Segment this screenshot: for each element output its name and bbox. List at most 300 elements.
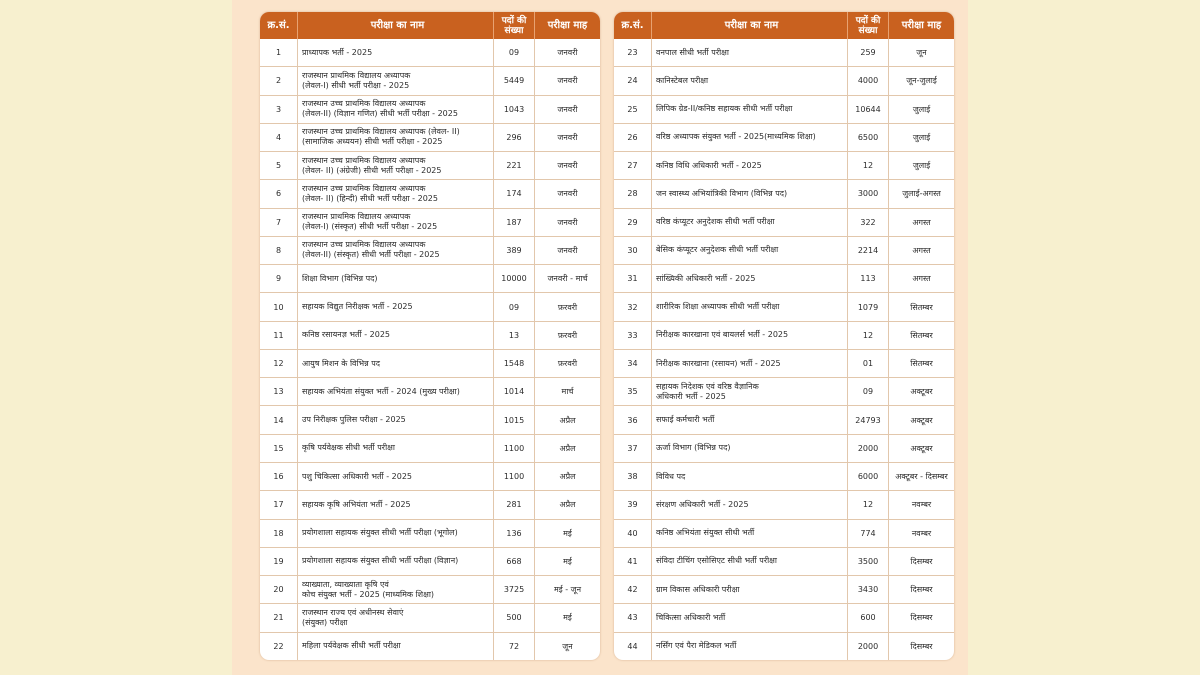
cell-posts-text: 2214 xyxy=(857,245,879,255)
table-row xyxy=(614,548,954,576)
cell-month xyxy=(889,124,954,151)
cell-serial xyxy=(614,378,652,405)
cell-serial xyxy=(614,435,652,462)
cell-serial xyxy=(260,435,298,462)
cell-month xyxy=(889,633,954,660)
cell-month-text: मई xyxy=(563,528,572,538)
table-row xyxy=(614,237,954,265)
table-row xyxy=(260,265,600,293)
header-serial: क्र.सं. xyxy=(260,12,298,39)
cell-posts xyxy=(494,378,535,405)
cell-month xyxy=(535,67,600,94)
cell-exam-name xyxy=(652,406,848,433)
cell-month xyxy=(889,180,954,207)
table-row xyxy=(614,152,954,180)
cell-exam-name-text: राजस्थान प्राथमिक विद्यालय अध्यापक (लेवल-I) सीधी भर्ती परीक्षा - 2025 xyxy=(302,70,411,90)
cell-serial xyxy=(260,548,298,575)
cell-serial-text: 41 xyxy=(627,556,638,566)
cell-exam-name xyxy=(652,96,848,123)
cell-exam-name xyxy=(652,463,848,490)
cell-month-text: फ़रवरी xyxy=(557,359,578,369)
cell-serial-text: 14 xyxy=(273,415,284,425)
cell-posts xyxy=(494,406,535,433)
table-row xyxy=(614,209,954,237)
cell-serial-text: 11 xyxy=(273,330,284,340)
table-row xyxy=(260,96,600,124)
cell-month xyxy=(535,491,600,518)
cell-serial xyxy=(260,378,298,405)
cell-month xyxy=(889,548,954,575)
table-row xyxy=(260,435,600,463)
cell-exam-name xyxy=(652,633,848,660)
cell-posts-text: 01 xyxy=(862,359,874,369)
cell-posts-text: 1014 xyxy=(503,387,525,397)
cell-posts-text: 12 xyxy=(862,330,874,340)
cell-month-text: दिसम्बर xyxy=(910,556,933,566)
cell-exam-name xyxy=(298,378,494,405)
cell-serial xyxy=(260,265,298,292)
cell-posts-text: 3000 xyxy=(857,189,879,199)
table-row xyxy=(260,378,600,406)
cell-serial-text: 6 xyxy=(275,189,282,199)
cell-posts xyxy=(848,265,889,292)
table-row xyxy=(614,293,954,321)
cell-exam-name xyxy=(652,209,848,236)
cell-serial-text: 26 xyxy=(627,132,638,142)
cell-exam-name-text: नर्सिंग एवं पैरा मेडिकल भर्ती xyxy=(656,641,737,651)
cell-serial xyxy=(260,152,298,179)
cell-serial-text: 12 xyxy=(273,359,284,369)
cell-month-text: जून-जुलाई xyxy=(906,76,937,86)
cell-exam-name xyxy=(298,152,494,179)
table-row xyxy=(614,265,954,293)
cell-month-text: नवम्बर xyxy=(911,500,932,510)
cell-posts-text: 259 xyxy=(860,48,876,58)
cell-posts xyxy=(848,96,889,123)
table-body xyxy=(614,39,954,660)
header-exam-name: परीक्षा का नाम xyxy=(298,12,494,39)
cell-serial xyxy=(260,180,298,207)
cell-exam-name xyxy=(298,604,494,631)
cell-month xyxy=(889,604,954,631)
cell-month xyxy=(535,378,600,405)
exam-table-left xyxy=(260,12,600,660)
cell-month xyxy=(889,237,954,264)
cell-month-text: मार्च xyxy=(561,387,574,397)
cell-posts xyxy=(848,67,889,94)
cell-month-text: जुलाई xyxy=(912,104,931,114)
cell-serial xyxy=(260,463,298,490)
cell-posts-text: 13 xyxy=(508,330,520,340)
cell-posts-text: 12 xyxy=(862,161,874,171)
cell-month xyxy=(535,265,600,292)
cell-posts xyxy=(494,96,535,123)
cell-exam-name xyxy=(298,237,494,264)
cell-exam-name xyxy=(298,463,494,490)
cell-month-text: जनवरी xyxy=(557,132,578,142)
cell-serial xyxy=(614,293,652,320)
cell-serial xyxy=(614,124,652,151)
cell-serial xyxy=(614,237,652,264)
cell-exam-name xyxy=(652,124,848,151)
cell-exam-name-text: संविदा टीचिंग एसोसिएट सीधी भर्ती परीक्षा xyxy=(656,556,777,566)
cell-serial-text: 13 xyxy=(273,387,284,397)
cell-exam-name-text: उप निरीक्षक पुलिस परीक्षा - 2025 xyxy=(302,415,406,425)
cell-month xyxy=(535,350,600,377)
cell-exam-name xyxy=(652,237,848,264)
cell-exam-name xyxy=(652,265,848,292)
table-row xyxy=(614,350,954,378)
cell-posts xyxy=(494,39,535,66)
cell-exam-name xyxy=(652,350,848,377)
cell-posts xyxy=(494,604,535,631)
exam-table-right xyxy=(614,12,954,660)
table-row xyxy=(260,67,600,95)
cell-serial-text: 31 xyxy=(627,274,638,284)
cell-serial xyxy=(614,322,652,349)
cell-serial-text: 44 xyxy=(627,641,638,651)
cell-month-text: मई xyxy=(563,613,572,623)
cell-serial xyxy=(260,237,298,264)
cell-exam-name-text: ऊर्जा विभाग (विभिन्न पद) xyxy=(656,443,731,453)
cell-exam-name xyxy=(298,265,494,292)
cell-month-text: जुलाई xyxy=(912,161,931,171)
cell-exam-name xyxy=(652,604,848,631)
cell-month xyxy=(535,435,600,462)
cell-month-text: अक्टूबर xyxy=(910,387,933,397)
cell-serial xyxy=(614,209,652,236)
table-row xyxy=(614,463,954,491)
cell-exam-name xyxy=(298,67,494,94)
cell-posts xyxy=(848,378,889,405)
table-row xyxy=(614,124,954,152)
cell-month xyxy=(535,604,600,631)
cell-posts xyxy=(848,520,889,547)
cell-exam-name-text: कनिष्ठ रसायनज्ञ भर्ती - 2025 xyxy=(302,330,391,340)
cell-month-text: सितम्बर xyxy=(910,302,933,312)
cell-serial xyxy=(614,39,652,66)
cell-exam-name-text: कनिष्ठ अभियंता संयुक्त सीधी भर्ती xyxy=(656,528,755,538)
table-row xyxy=(260,209,600,237)
cell-exam-name-text: राजस्थान उच्च प्राथमिक विद्यालय अध्यापक (लेवल-II) (विज्ञान गणित) सीधी भर्ती परीक्षा - 2025 xyxy=(302,99,458,119)
cell-exam-name xyxy=(652,520,848,547)
cell-month-text: दिसम्बर xyxy=(910,613,933,623)
cell-serial-text: 7 xyxy=(275,217,282,227)
table-row xyxy=(260,491,600,519)
cell-exam-name-text: वनपाल सीधी भर्ती परीक्षा xyxy=(656,47,729,57)
cell-serial xyxy=(614,576,652,603)
cell-exam-name-text: वरिष्ठ कंप्यूटर अनुदेशक सीधी भर्ती परीक्षा xyxy=(656,217,775,227)
cell-serial xyxy=(260,124,298,151)
cell-exam-name xyxy=(652,67,848,94)
cell-posts-text: 4000 xyxy=(857,76,879,86)
cell-month-text: अप्रैल xyxy=(559,415,576,425)
cell-posts-text: 09 xyxy=(862,387,874,397)
cell-exam-name xyxy=(298,633,494,660)
cell-serial-text: 2 xyxy=(275,76,282,86)
cell-exam-name-text: निरीक्षक कारखाना एवं बायलर्स भर्ती - 2025 xyxy=(656,330,789,340)
cell-month-text: दिसम्बर xyxy=(910,641,933,651)
cell-exam-name-text: आयुष मिशन के विभिन्न पद xyxy=(302,358,381,368)
cell-exam-name-text: निरीक्षक कारखाना (रसायन) भर्ती - 2025 xyxy=(656,358,781,368)
cell-exam-name-text: प्रयोगशाला सहायक संयुक्त सीधी भर्ती परीक्षा (भूगोल) xyxy=(302,528,458,538)
cell-month xyxy=(889,520,954,547)
cell-serial-text: 28 xyxy=(627,189,638,199)
cell-posts-text: 187 xyxy=(506,217,522,227)
cell-posts-text: 136 xyxy=(506,528,522,538)
table-row xyxy=(614,39,954,67)
cell-serial xyxy=(614,180,652,207)
table-row xyxy=(260,576,600,604)
cell-posts-text: 10644 xyxy=(855,104,881,114)
cell-posts xyxy=(848,209,889,236)
cell-exam-name xyxy=(298,180,494,207)
cell-serial xyxy=(614,520,652,547)
cell-posts xyxy=(848,152,889,179)
cell-posts xyxy=(848,435,889,462)
cell-exam-name-text: प्राध्यापक भर्ती - 2025 xyxy=(302,47,373,57)
cell-serial-text: 33 xyxy=(627,330,638,340)
cell-exam-name-text: शिक्षा विभाग (विभिन्न पद) xyxy=(302,273,378,283)
cell-serial-text: 20 xyxy=(273,585,284,595)
cell-exam-name xyxy=(652,548,848,575)
cell-posts xyxy=(494,633,535,660)
cell-month xyxy=(889,463,954,490)
cell-exam-name-text: वरिष्ठ अध्यापक संयुक्त भर्ती - 2025(माध्यमिक शिक्षा) xyxy=(656,132,816,142)
cell-posts-text: 6000 xyxy=(857,472,879,482)
cell-serial xyxy=(614,96,652,123)
cell-serial-text: 10 xyxy=(273,302,284,312)
cell-posts-text: 12 xyxy=(862,500,874,510)
cell-month-text: जनवरी xyxy=(557,161,578,171)
cell-posts xyxy=(494,152,535,179)
cell-posts xyxy=(848,633,889,660)
cell-posts-text: 113 xyxy=(860,274,876,284)
cell-exam-name-text: विविध पद xyxy=(656,471,686,481)
cell-month-text: सितम्बर xyxy=(910,359,933,369)
cell-exam-name xyxy=(652,491,848,518)
cell-exam-name-text: सहायक अभियंता संयुक्त भर्ती - 2024 (मुख्य परीक्षा) xyxy=(302,386,460,396)
table-row xyxy=(260,293,600,321)
cell-exam-name-text: सफाई कर्मचारी भर्ती xyxy=(656,415,715,425)
cell-serial xyxy=(614,265,652,292)
cell-exam-name xyxy=(652,293,848,320)
cell-posts-text: 322 xyxy=(860,217,876,227)
cell-posts-text: 2000 xyxy=(857,641,879,651)
cell-posts xyxy=(494,548,535,575)
table-row xyxy=(614,96,954,124)
cell-exam-name-text: बेसिक कंप्यूटर अनुदेशक सीधी भर्ती परीक्षा xyxy=(656,245,779,255)
cell-serial-text: 19 xyxy=(273,556,284,566)
cell-exam-name xyxy=(298,576,494,603)
table-row xyxy=(260,39,600,67)
cell-month xyxy=(889,435,954,462)
cell-posts-text: 6500 xyxy=(857,132,879,142)
cell-exam-name-text: सांख्यिकी अधिकारी भर्ती - 2025 xyxy=(656,273,756,283)
cell-exam-name-text: राजस्थान उच्च प्राथमिक विद्यालय अध्यापक (लेवल- II) (हिन्दी) सीधी भर्ती परीक्षा - 2025 xyxy=(302,183,438,203)
cell-serial-text: 30 xyxy=(627,245,638,255)
cell-serial xyxy=(260,520,298,547)
cell-serial-text: 39 xyxy=(627,500,638,510)
table-header xyxy=(260,12,600,39)
cell-month-text: जून xyxy=(916,48,927,58)
cell-exam-name xyxy=(298,293,494,320)
cell-posts-text: 774 xyxy=(860,528,876,538)
cell-serial-text: 29 xyxy=(627,217,638,227)
cell-month xyxy=(535,322,600,349)
cell-exam-name-text: राजस्थान उच्च प्राथमिक विद्यालय अध्यापक (लेवल-II) (संस्कृत) सीधी भर्ती परीक्षा - 2025 xyxy=(302,240,440,260)
cell-serial xyxy=(260,293,298,320)
cell-month xyxy=(535,96,600,123)
cell-month-text: अगस्त xyxy=(912,245,931,255)
cell-posts xyxy=(494,350,535,377)
table-row xyxy=(260,350,600,378)
cell-exam-name xyxy=(298,209,494,236)
table-row xyxy=(614,322,954,350)
cell-month xyxy=(535,39,600,66)
cell-serial xyxy=(260,67,298,94)
table-row xyxy=(614,67,954,95)
cell-exam-name xyxy=(298,322,494,349)
cell-serial-text: 35 xyxy=(627,387,638,397)
cell-serial-text: 37 xyxy=(627,443,638,453)
cell-exam-name xyxy=(298,124,494,151)
cell-month-text: जनवरी xyxy=(557,76,578,86)
cell-posts xyxy=(494,435,535,462)
cell-serial-text: 3 xyxy=(275,104,282,114)
header-month: परीक्षा माह xyxy=(547,19,588,31)
cell-posts-text: 5449 xyxy=(503,76,525,86)
cell-posts-text: 668 xyxy=(506,556,522,566)
cell-posts xyxy=(848,491,889,518)
cell-serial-text: 32 xyxy=(627,302,638,312)
cell-month xyxy=(535,293,600,320)
cell-month xyxy=(535,520,600,547)
cell-posts xyxy=(848,124,889,151)
cell-serial xyxy=(260,576,298,603)
cell-exam-name xyxy=(298,435,494,462)
cell-posts-text: 500 xyxy=(506,613,522,623)
cell-exam-name-text: राजस्थान उच्च प्राथमिक विद्यालय अध्यापक (लेवल- II) (सामाजिक अध्ययन) सीधी भर्ती परीक्षा - 2025 xyxy=(302,127,460,147)
cell-serial-text: 43 xyxy=(627,613,638,623)
cell-posts xyxy=(494,576,535,603)
cell-exam-name-text: कनिष्ठ विधि अधिकारी भर्ती - 2025 xyxy=(656,160,762,170)
cell-month xyxy=(535,548,600,575)
cell-posts xyxy=(494,265,535,292)
table-row xyxy=(260,322,600,350)
header-month: परीक्षा माह xyxy=(901,19,942,31)
cell-month-text: अक्टूबर - दिसम्बर xyxy=(895,472,948,482)
cell-serial xyxy=(614,67,652,94)
cell-exam-name xyxy=(298,350,494,377)
table-row xyxy=(260,406,600,434)
cell-exam-name xyxy=(298,520,494,547)
cell-posts-text: 3430 xyxy=(857,585,879,595)
cell-posts-text: 600 xyxy=(860,613,876,623)
cell-month-text: अप्रैल xyxy=(559,443,576,453)
cell-exam-name xyxy=(652,39,848,66)
cell-exam-name xyxy=(298,491,494,518)
cell-month xyxy=(889,406,954,433)
cell-posts xyxy=(494,237,535,264)
cell-serial xyxy=(260,350,298,377)
cell-month xyxy=(889,491,954,518)
cell-month-text: नवम्बर xyxy=(911,528,932,538)
cell-posts xyxy=(494,124,535,151)
cell-posts-text: 09 xyxy=(508,48,520,58)
cell-month-text: अप्रैल xyxy=(559,472,576,482)
cell-month xyxy=(889,209,954,236)
cell-posts xyxy=(848,322,889,349)
cell-month-text: अप्रैल xyxy=(559,500,576,510)
cell-month-text: मई - जून xyxy=(553,585,582,595)
cell-serial-text: 22 xyxy=(273,641,284,651)
cell-month xyxy=(889,39,954,66)
cell-month-text: सितम्बर xyxy=(910,330,933,340)
cell-serial-text: 40 xyxy=(627,528,638,538)
cell-posts xyxy=(848,548,889,575)
cell-posts xyxy=(848,406,889,433)
header-posts: पदों की संख्या xyxy=(494,12,535,39)
cell-exam-name-text: प्रयोगशाला सहायक संयुक्त सीधी भर्ती परीक्षा (विज्ञान) xyxy=(302,556,459,566)
table-header xyxy=(614,12,954,39)
cell-month xyxy=(889,67,954,94)
cell-posts xyxy=(848,39,889,66)
cell-posts-text: 3500 xyxy=(857,556,879,566)
table-row xyxy=(260,152,600,180)
cell-serial xyxy=(614,463,652,490)
cell-month xyxy=(535,406,600,433)
cell-serial xyxy=(260,491,298,518)
cell-posts-text: 72 xyxy=(508,641,520,651)
cell-month xyxy=(889,350,954,377)
cell-serial-text: 5 xyxy=(275,161,282,171)
cell-posts-text: 1015 xyxy=(503,415,525,425)
cell-month xyxy=(535,209,600,236)
table-row xyxy=(614,435,954,463)
cell-posts-text: 10000 xyxy=(501,274,527,284)
cell-exam-name-text: संरक्षण अधिकारी भर्ती - 2025 xyxy=(656,499,749,509)
table-row xyxy=(614,520,954,548)
cell-serial-text: 25 xyxy=(627,104,638,114)
table-row xyxy=(614,406,954,434)
cell-exam-name xyxy=(298,406,494,433)
cell-month xyxy=(535,237,600,264)
cell-serial-text: 34 xyxy=(627,359,638,369)
cell-serial-text: 21 xyxy=(273,613,284,623)
cell-month xyxy=(889,576,954,603)
cell-month xyxy=(535,152,600,179)
cell-exam-name-text: सहायक कृषि अभियंता भर्ती - 2025 xyxy=(302,499,411,509)
cell-serial xyxy=(614,350,652,377)
cell-exam-name-text: शारीरिक शिक्षा अध्यापक सीधी भर्ती परीक्षा xyxy=(656,302,780,312)
cell-month xyxy=(889,96,954,123)
cell-posts-text: 1100 xyxy=(503,472,525,482)
cell-posts xyxy=(494,491,535,518)
cell-month-text: फ़रवरी xyxy=(557,302,578,312)
cell-exam-name-text: कानिस्टेबल परीक्षा xyxy=(656,75,709,85)
cell-serial xyxy=(614,633,652,660)
cell-month xyxy=(889,378,954,405)
cell-posts xyxy=(494,520,535,547)
cell-posts xyxy=(494,180,535,207)
cell-exam-name xyxy=(652,576,848,603)
cell-serial xyxy=(614,604,652,631)
cell-posts-text: 281 xyxy=(506,500,522,510)
cell-posts xyxy=(848,350,889,377)
cell-exam-name-text: कृषि पर्यवेक्षक सीधी भर्ती परीक्षा xyxy=(302,443,395,453)
cell-serial-text: 38 xyxy=(627,472,638,482)
